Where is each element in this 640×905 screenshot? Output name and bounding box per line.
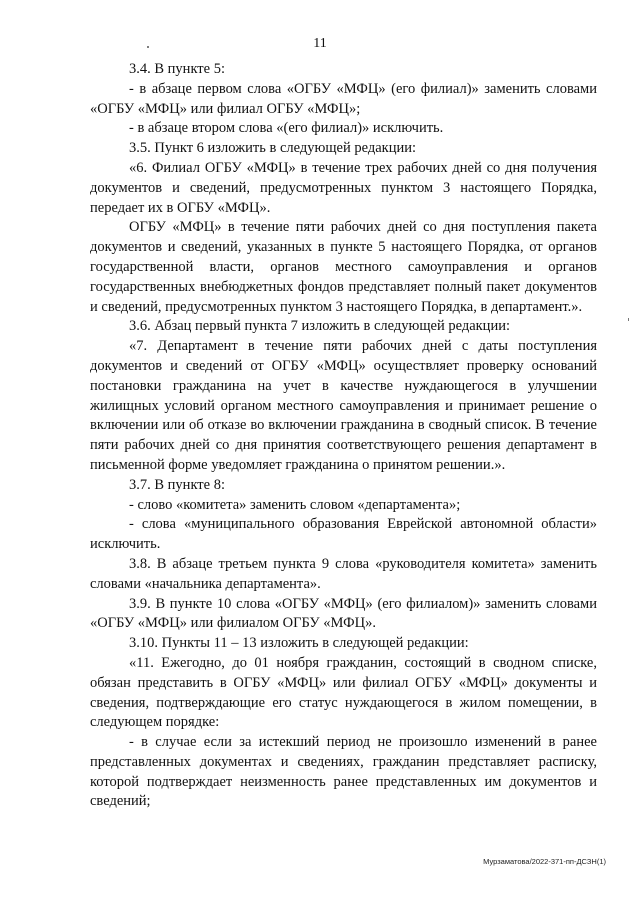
paragraph: «7. Департамент в течение пяти рабочих дней с даты поступления документов и сведений от ОГБУ «МФЦ» осуществляет проверку оснований постановки гражданина на учет в качестве нуждающегося в улучшении жилищных условий органом местного самоуправления и принимает решение о включении или об отказе во включении гражданина в сводный список. В течение пяти рабочих дней со дня принятия соответствующего решения департамент в письменной форме уведомляет гражданина о принятом решении.». bbox=[90, 338, 597, 473]
page-number: 11 bbox=[313, 36, 327, 51]
paragraph: ОГБУ «МФЦ» в течение пяти рабочих дней со дня поступления пакета документов и сведений, указанных в пункте 5 настоящего Порядка, от органов государственной власти, органов местного самоуправления и органов государственных внебюджетных фондов представляет полный пакет документов и сведений, предусмотренных пунктом 3 настоящего Порядка, в департамент.». bbox=[90, 219, 597, 315]
paragraph: «6. Филиал ОГБУ «МФЦ» в течение трех рабочих дней со дня получения документов и сведений, предусмотренных пунктом 3 настоящего Порядка, передает их в ОГБУ «МФЦ». bbox=[90, 159, 597, 216]
paragraph: 3.6. Абзац первый пункта 7 изложить в следующей редакции: bbox=[129, 318, 510, 335]
paragraph: - в абзаце первом слова «ОГБУ «МФЦ» (его филиал)» заменить словами «ОГБУ «МФЦ» или филиал ОГБУ «МФЦ»; bbox=[90, 80, 597, 117]
paragraph: 3.8. В абзаце третьем пункта 9 слова «руководителя комитета» заменить словами «начальника департамента». bbox=[90, 555, 597, 592]
paragraph: 3.10. Пункты 11 – 13 изложить в следующей редакции: bbox=[129, 635, 469, 652]
paragraph: 3.7. В пункте 8: bbox=[129, 476, 225, 493]
paragraph: - в случае если за истекший период не произошло изменений в ранее представленных документах и сведениях, гражданин представляет расписку, которой подтверждает неизменность ранее представленных им документов и сведений; bbox=[90, 734, 597, 810]
paragraph: - слова «муниципального образования Еврейской автономной области» исключить. bbox=[90, 516, 597, 553]
document-body bbox=[90, 60, 597, 812]
scan-speck bbox=[628, 318, 629, 321]
paragraph: 3.4. В пункте 5: bbox=[129, 61, 225, 77]
paragraph: - слово «комитета» заменить словом «департамента»; bbox=[129, 496, 461, 513]
paragraph: «11. Ежегодно, до 01 ноября гражданин, состоящий в сводном списке, обязан представить в ОГБУ «МФЦ» или филиал ОГБУ «МФЦ» документы и сведения, подтверждающие его статус нуждающегося в жилом помещении, в следующем порядке: bbox=[90, 654, 597, 731]
paragraph: 3.5. Пункт 6 изложить в следующей редакции: bbox=[129, 140, 417, 157]
paragraph: - в абзаце втором слова «(его филиал)» исключить. bbox=[129, 120, 444, 137]
paragraph: 3.9. В пункте 10 слова «ОГБУ «МФЦ» (его филиалом)» заменить словами «ОГБУ «МФЦ» или филиалом ОГБУ «МФЦ». bbox=[90, 595, 597, 632]
document-footer-id: Мурзаматова/2022-371-пп-ДСЗН(1) bbox=[483, 857, 606, 866]
